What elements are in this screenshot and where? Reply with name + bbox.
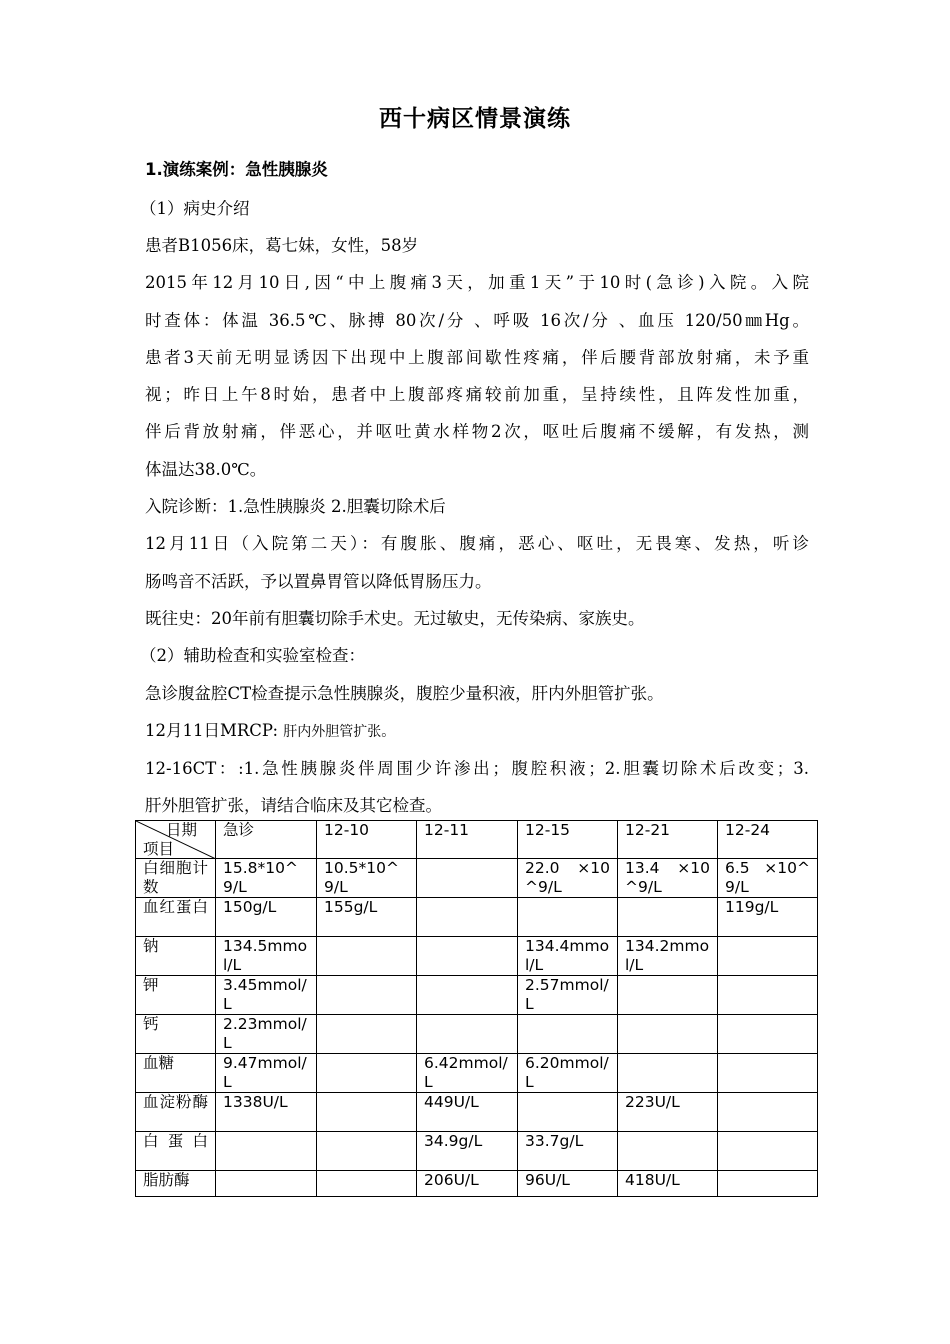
row-label: 脂肪酶 <box>136 1171 216 1197</box>
table-cell: 33.7g/L <box>518 1132 618 1171</box>
table-row <box>136 1015 818 1054</box>
table-cell <box>718 937 818 976</box>
table-cell <box>518 1093 618 1132</box>
table-header-row <box>136 821 818 859</box>
table-row <box>136 859 818 898</box>
row-label: 钠 <box>136 937 216 976</box>
section-heading: 1.演练案例：急性胰腺炎 <box>145 160 328 179</box>
date-header: 12-15 <box>518 821 618 859</box>
lab-results-table <box>135 820 818 1197</box>
table-cell: 119g/L <box>718 898 818 937</box>
table-cell: 2.23mmol/L <box>216 1015 317 1054</box>
table-cell: 10.5*10^9/L <box>317 859 417 898</box>
admission-diagnosis: 入院诊断：1.急性胰腺炎 2.胆囊切除术后 <box>145 497 446 516</box>
table-row <box>136 1132 818 1171</box>
diagonal-header-cell <box>136 821 216 859</box>
table-cell: 9.47mmol/L <box>216 1054 317 1093</box>
table-cell <box>417 937 518 976</box>
subheading-history: （1）病史介绍 <box>140 199 250 218</box>
table-cell: 6.42mmol/L <box>417 1054 518 1093</box>
table-cell <box>618 1054 718 1093</box>
table-cell: 15.8*10^9/L <box>216 859 317 898</box>
row-label: 血红蛋白 <box>136 898 216 937</box>
day2-line-2: 肠鸣音不活跃，予以置鼻胃管以降低胃肠压力。 <box>145 572 492 591</box>
date-header: 12-11 <box>417 821 518 859</box>
table-cell <box>718 1171 818 1197</box>
table-cell <box>518 898 618 937</box>
document-title: 西十病区情景演练 <box>379 106 571 132</box>
header-item-label: 项目 <box>143 840 175 858</box>
table-cell <box>317 937 417 976</box>
row-label: 血淀粉酶 <box>136 1093 216 1132</box>
table-cell <box>317 1093 417 1132</box>
table-cell: 134.2mmol/L <box>618 937 718 976</box>
table-row <box>136 898 818 937</box>
table-cell: 449U/L <box>417 1093 518 1132</box>
table-row <box>136 1171 818 1197</box>
mrcp-finding: 肝内外胆管扩张。 <box>283 724 396 740</box>
mrcp-result <box>145 717 395 741</box>
table-cell <box>518 1015 618 1054</box>
table-cell: 150g/L <box>216 898 317 937</box>
table-row <box>136 937 818 976</box>
table-cell: 1338U/L <box>216 1093 317 1132</box>
table-cell <box>417 976 518 1015</box>
table-cell: 6.20mmol/L <box>518 1054 618 1093</box>
past-history: 既往史：20年前有胆囊切除手术史。无过敏史，无传染病、家族史。 <box>145 609 645 628</box>
table-cell <box>618 976 718 1015</box>
date-header: 急诊 <box>216 821 317 859</box>
table-cell: 155g/L <box>317 898 417 937</box>
table-cell: 223U/L <box>618 1093 718 1132</box>
table-cell: 418U/L <box>618 1171 718 1197</box>
table-cell <box>718 1054 818 1093</box>
mrcp-date: 12月11日MRCP: <box>145 721 279 740</box>
table-row <box>136 1093 818 1132</box>
table-cell: 6.5 ×10^9/L <box>718 859 818 898</box>
ct-result: 急诊腹盆腔CT检查提示急性胰腺炎，腹腔少量积液，肝内外胆管扩张。 <box>145 684 664 703</box>
table-cell <box>618 898 718 937</box>
day2-line-1: 12月11日（入院第二天）：有腹胀、腹痛，恶心、呕吐，无畏寒、发热，听诊 <box>145 534 809 553</box>
admission-line-2: 时查体：体温 36.5℃、脉搏 80次/分 、呼吸 16次/分 、血压 120/50㎜Hg。 <box>145 311 809 330</box>
row-label: 钙 <box>136 1015 216 1054</box>
table-cell <box>216 1171 317 1197</box>
table-cell: 22.0 ×10^9/L <box>518 859 618 898</box>
table-cell: 2.57mmol/L <box>518 976 618 1015</box>
admission-line-1: 2015年12月10日,因“中上腹痛3天，加重1天”于10时(急诊)入院。入院 <box>145 273 809 292</box>
table-cell <box>317 976 417 1015</box>
table-cell <box>718 976 818 1015</box>
history-line-3: 伴后背放射痛，伴恶心，并呕吐黄水样物2次，呕吐后腹痛不缓解，有发热，测 <box>145 422 809 441</box>
table-cell: 34.9g/L <box>417 1132 518 1171</box>
table-cell: 13.4 ×10^9/L <box>618 859 718 898</box>
table-cell <box>718 1015 818 1054</box>
history-line-4: 体温达38.0℃。 <box>145 460 267 479</box>
ct16-line-1: 12-16CT：:1.急性胰腺炎伴周围少许渗出；腹腔积液；2.胆囊切除术后改变；3. <box>145 759 809 778</box>
header-date-label: 日期 <box>165 821 197 839</box>
table-cell <box>618 1132 718 1171</box>
date-header: 12-21 <box>618 821 718 859</box>
row-label: 白细胞计数 <box>136 859 216 898</box>
history-line-2: 视；昨日上午8时始，患者中上腹部疼痛较前加重，呈持续性，且阵发性加重， <box>145 385 809 404</box>
table-cell: 134.4mmol/L <box>518 937 618 976</box>
table-row <box>136 1054 818 1093</box>
table-cell: 3.45mmol/L <box>216 976 317 1015</box>
date-header: 12-10 <box>317 821 417 859</box>
table-cell <box>216 1132 317 1171</box>
table-cell: 134.5mmol/L <box>216 937 317 976</box>
table-cell <box>317 1054 417 1093</box>
table-cell <box>417 898 518 937</box>
subheading-exams: （2）辅助检查和实验室检查： <box>140 646 365 665</box>
history-line-1: 患者3天前无明显诱因下出现中上腹部间歇性疼痛，伴后腰背部放射痛，未予重 <box>145 348 809 367</box>
table-cell <box>317 1171 417 1197</box>
table-cell <box>317 1015 417 1054</box>
row-label: 白蛋白 <box>136 1132 216 1171</box>
ct16-line-2: 肝外胆管扩张，请结合临床及其它检查。 <box>145 796 442 815</box>
table-cell: 206U/L <box>417 1171 518 1197</box>
date-header: 12-24 <box>718 821 818 859</box>
table-cell <box>317 1132 417 1171</box>
table-cell <box>718 1093 818 1132</box>
table-cell <box>718 1132 818 1171</box>
table-cell: 96U/L <box>518 1171 618 1197</box>
table-cell <box>618 1015 718 1054</box>
table-cell <box>417 859 518 898</box>
row-label: 血糖 <box>136 1054 216 1093</box>
table-row <box>136 976 818 1015</box>
table-cell <box>417 1015 518 1054</box>
row-label: 钾 <box>136 976 216 1015</box>
patient-info: 患者B1056床，葛七妹，女性，58岁 <box>145 236 419 255</box>
